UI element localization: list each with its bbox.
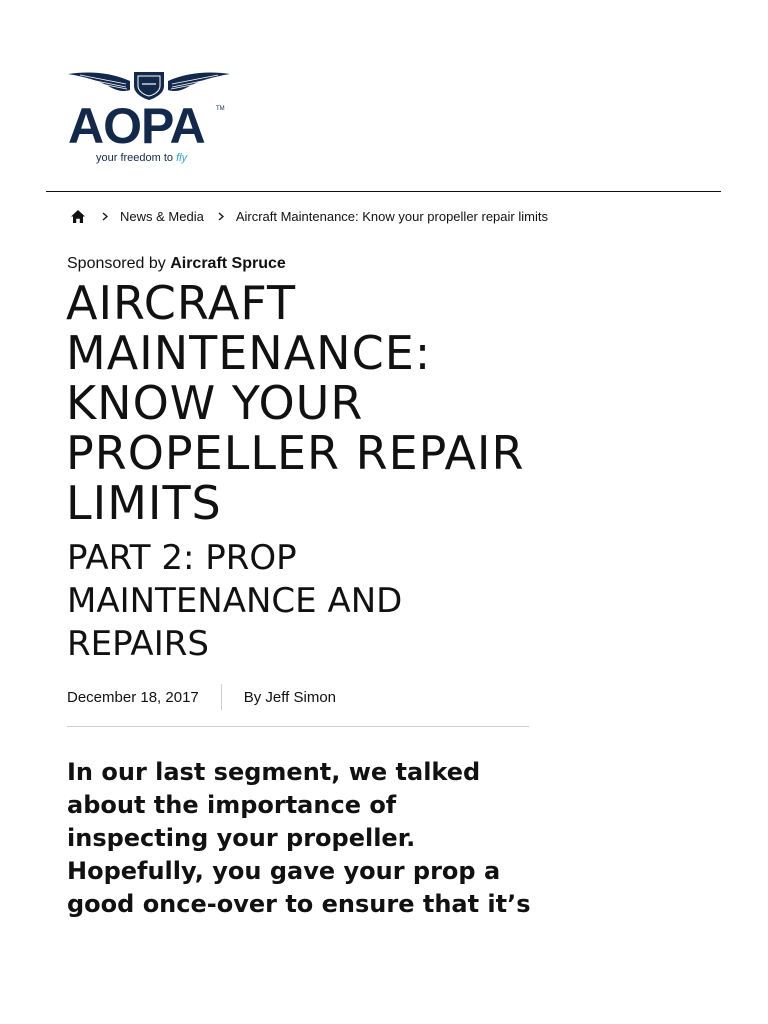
meta-divider: [221, 684, 222, 710]
breadcrumb-home-link[interactable]: [68, 206, 88, 226]
chevron-right-icon: [216, 211, 226, 221]
logo-tagline-prefix: your freedom to: [96, 152, 174, 164]
logo-trademark: TM: [216, 106, 225, 112]
sponsor-prefix: Sponsored by: [67, 255, 166, 272]
breadcrumb: [68, 206, 548, 226]
breadcrumb-current-page: Aircraft Maintenance: Know your propeller repair limits: [235, 208, 548, 224]
home-icon: [70, 209, 86, 224]
article-date: December 18, 2017: [67, 688, 199, 706]
chevron-right-icon: [100, 211, 110, 221]
logo-wordmark: AOPA: [68, 98, 205, 154]
aopa-logo[interactable]: [66, 68, 234, 168]
meta-divider-rule: [67, 726, 529, 727]
breadcrumb-news-media[interactable]: News & Media: [120, 208, 204, 224]
article-meta: [67, 684, 336, 710]
winged-badge-icon: [66, 68, 232, 102]
logo-tagline: [96, 152, 187, 165]
logo-tagline-accent: fly: [176, 152, 188, 164]
article-author-link[interactable]: By Jeff Simon: [243, 688, 337, 706]
sponsor-link[interactable]: Aircraft Spruce: [170, 255, 286, 272]
sponsor-line: [67, 254, 286, 274]
article-lead-paragraph: In our last segment, we talked about the importance of inspecting your propeller. Hopefully, you gave your prop a good once-over to ensure that it’s: [67, 758, 531, 918]
article-title: AIRCRAFT MAINTENANCE: KNOW YOUR PROPELLER REPAIR LIMITS: [66, 276, 525, 530]
header-divider: [46, 191, 721, 192]
article-subtitle: PART 2: PROP MAINTENANCE AND REPAIRS: [67, 538, 403, 664]
